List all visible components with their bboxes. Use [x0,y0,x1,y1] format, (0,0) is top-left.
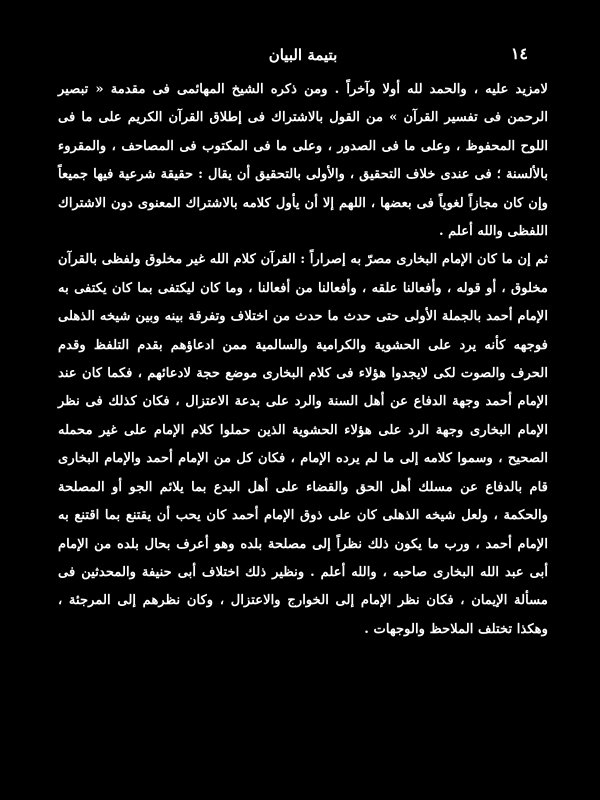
document-page [58,40,548,760]
running-head [58,40,548,76]
paragraph: لامزيد عليه ، والحمد لله أولا وآخراً . ومن ذكره الشيخ المهائمى فى مقدمة « تبصير الرحمن فى تفسير القرآن » من القول بالاشتراك فى إطلاق القرآن الكريم على ما فى اللوح المحفوظ ، وعلى ما فى الصدور ، وعلى ما فى المكتوب فى المصاحف ، والمقروء بالألسنة ؛ فى عندى خلاف التحقيق ، والأولى بالتحقيق أن يقال : حقيقة شرعية فيها جميعاً وإن كان مجازاً لغوياً فى بعضها ، اللهم إلا أن يأول كلامه بالاشتراك المعنوى دون الاشتراك اللفظى والله أعلم . [58,82,548,240]
page-number: ١٤ [510,44,528,63]
body-text [58,76,548,644]
paragraph: ثم إن ما كان الإمام البخارى مصرّ به إصراراً : القرآن كلام الله غير مخلوق ولفظى بالقرآن مخلوق ، أو قوله ، وأفعالنا علقه ، وأفعالنا من أفعالنا ، وما كان ليكتفى بما كان يكتفى به الإمام أحمد بالجملة الأولى حتى حدث ما حدث من اختلاف وتفرقة بينه وبين شيخه الذهلى فوجهه كأنه يرد على الحشوية والكرامية والسالمية ممن ادعاؤهم بقدم التلفظ وقدم الحرف والصوت لكى لايجدوا هؤلاء فى كلام البخارى موضع حجة لادعائهم ، فكما كان عند الإمام أحمد وجهة الدفاع عن أهل السنة والرد على بدعة الاعتزال ، فكان كذلك فى نظر الإمام البخارى وجهة الرد على هؤلاء الحشوية الذين حملوا كلام الإمام على غير محمله الصحيح ، وسموا كلامه إلى ما لم يرده الإمام ، فكان كل من الإمام أحمد والإمام البخارى قام بالدفاع عن مسلك أهل الحق والقضاء على أهل البدع بما يلائم الجو أو المصلحة والحكمة ، ولعل شيخه الذهلى كان على ذوق الإمام أحمد كان يحب أن يقتنع بما اقتنع به الإمام أحمد ، ورب ما يكون ذلك نظراً إلى مصلحة بلده وهو أعرف بحال بلده من الإمام أبى عبد الله البخارى صاحبه ، والله أعلم . ونظير ذلك اختلاف أبى حنيفة والمحدثين فى مسألة الإيمان ، فكان نظر الإمام إلى الخوارج والاعتزال ، وكان نظرهم إلى المرجئة ، وهكذا تختلف الملاحظ والوجهات . [58,252,548,637]
running-title: بتيمة البيان [268,46,338,64]
